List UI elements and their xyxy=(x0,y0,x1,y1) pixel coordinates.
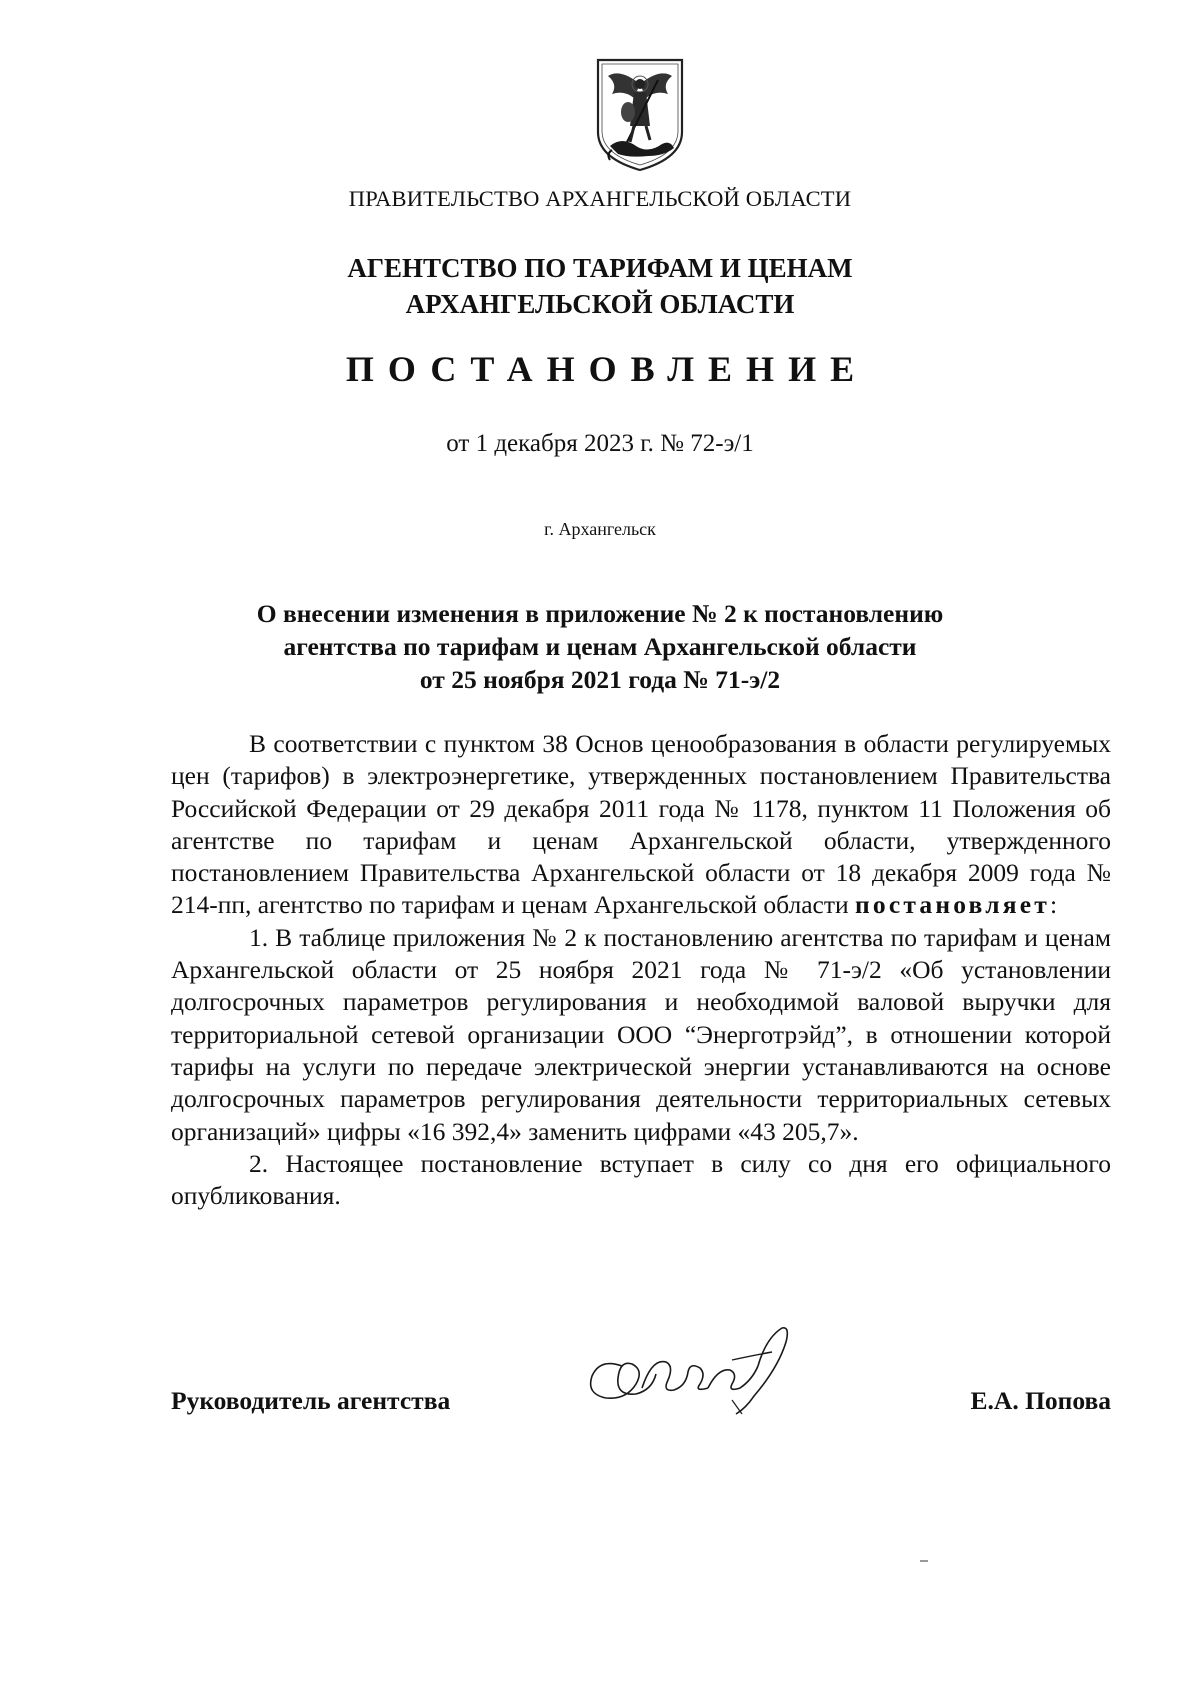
document-city: г. Архангельск xyxy=(544,519,656,539)
agency-name-line-2: АРХАНГЕЛЬСКОЙ ОБЛАСТИ xyxy=(405,289,795,319)
document-title xyxy=(0,597,1200,696)
clause-2-paragraph: 2. Настоящее постановление вступает в силу со дня его официального опубликования. xyxy=(171,1148,1111,1211)
government-name: ПРАВИТЕЛЬСТВО АРХАНГЕЛЬСКОЙ ОБЛАСТИ xyxy=(348,186,852,211)
agency-name-line-1: АГЕНТСТВО ПО ТАРИФАМ И ЦЕНАМ xyxy=(347,253,853,283)
document-title-line-1: О внесении изменения в приложение № 2 к постановлению xyxy=(256,599,944,628)
resolution-keyword: постановляет xyxy=(855,890,1050,920)
preamble-paragraph xyxy=(171,728,1111,922)
preamble-text: В соответствии с пунктом 38 Основ ценообразования в области регулируемых цен (тарифов) в электроэнергетике, утвержденных постановлением Правительства Российской Федерации от 29 декабря 2011 года № 1178, пунктом 11 Положения об агентстве по тарифам и ценам Архангельской области, утвержденного постановлением Правительства Архангельской области от 18 декабря 2009 года № 214-пп, агентство по тарифам и ценам Архангельской области xyxy=(171,729,1111,920)
document-body xyxy=(171,728,1111,1212)
handwritten-signature-icon xyxy=(582,1318,812,1438)
clause-1-paragraph: 1. В таблице приложения № 2 к постановлению агентства по тарифам и ценам Архангельской области от 25 ноября 2021 года № 71-э/2 «Об установлении долгосрочных параметров регулирования и необходимой валовой выручки для территориальной сетевой организации ООО “Энерготрэйд”, в отношении которой тарифы на услуги по передаче электрической энергии устанавливаются на основе долгосрочных параметров регулирования деятельности территориальных сетевых организаций» цифры «16 392,4» заменить цифрами «43 205,7». xyxy=(171,922,1111,1146)
archangel-coat-of-arms-icon xyxy=(590,54,690,174)
document-title-line-2: агентства по тарифам и ценам Архангельской области xyxy=(283,632,917,661)
preamble-end: : xyxy=(1049,890,1058,920)
signatory-name: Е.А. Попова xyxy=(970,1386,1111,1415)
scan-artifact xyxy=(920,1560,928,1562)
agency-name xyxy=(0,250,1200,322)
signatory-position: Руководитель агентства xyxy=(171,1386,451,1415)
document-date-number: от 1 декабря 2023 г. № 72-э/1 xyxy=(446,430,754,457)
document-title-line-3: от 25 ноября 2021 года № 71-э/2 xyxy=(419,665,781,694)
document-type: ПОСТАНОВЛЕНИЕ xyxy=(345,349,869,389)
